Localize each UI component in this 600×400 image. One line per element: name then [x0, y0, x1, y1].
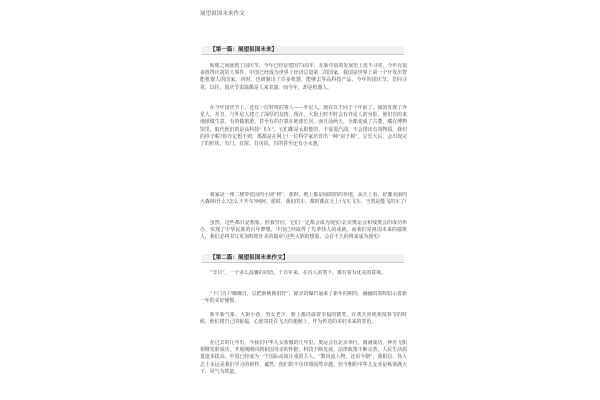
- section-1-paragraph-4: 虽然，这些都只是想象，但我坚信，它们一定都会成为现实!北京奥运会和残奥会的成功举办，实现了中华民族的百年梦想，中国已经取得了先辈伟人的成就，而我们是祖国未来的接班人，我们必将书写更加辉煌壮美的篇章!这些大胆的想象，会在不久的将来成为现实!: [200, 220, 407, 241]
- section-1-paragraph-2: 在今年国庆节上，还有一位特殊的客人——外星人，现在以不同于十年前了，我国发现了外星人，并且，与外星人建立了深厚的友情，现在，大街上时不时会有外星人的身影，他们有的来地球做生意，有的做旅游，甚至有的打算在地球长居，而且前两天，全都变成了古董，藏在博物馆里，取代他们的是高科技“飞车”，它们都是太阳能的，不需要汽油，不会排出有毒物质，我们的停子呢?你肯定想不到，那都是在网上!一位科学家培育出一种“房子树”，它长大后，会出现完了的形状，有门、有窗、有房顶，有的甚至还有小水池。: [200, 105, 407, 148]
- section-1-heading: 【第一篇：展望祖国未来】: [202, 46, 404, 55]
- section-2-heading: 【第二篇：展望祖国未来作文】: [202, 254, 404, 263]
- section-2-paragraph-4: 在过去的几年里，今我们中华儿女骄傲的几年里，奥运会在北京举行，圆满成功，神舟飞船相继发射成功，开展刚刚回到祖国母亲的怀抱，科技不断发展，法律政策不断完善，人民生活质量逐步提高，中国已经成为一个国际高度注重的主人、“数风流人物，还看今朝”，我相信，伟人志士永远是我们学习的榜样，诚然，他们的丰功伟绩固然卓越，但今朝的中华儿女亦是栋梁满天下，风气为铁量。: [200, 340, 407, 375]
- section-1-paragraph-1: 转眼之间就到了国庆节，今年已经是建国73周年，在新中国的发展史上很不寻常，今年有很多值得庆祝的大事件，中国已经成为世界上经济总量第二的国家，我国是世界上第一个开发出智能机器人的国家。同时，也研制出了许多机器，能够去等高科技产品，今年的国庆节，非同寻常，以往，国庆节表演都是人来表演，而今年，却是机器人。: [200, 63, 407, 91]
- document-title: 展望祖国未来作文: [200, 11, 245, 17]
- section-2-paragraph-2: “千门万户曈曈日，总把新桃换旧符”，除夕的爆竹逼来了新年的期待，融融的春晖暗示着新一年的美好憧憬。: [200, 291, 407, 305]
- section-2-paragraph-1: “节日”，一个多么温馨的词语，千百年来，在诗人的笔下，都有着有优美的意境。: [209, 270, 386, 276]
- section-1-paragraph-3: 我家是一座二楼带花园的小别“树”，那时，地上都是绿荫荫的草地，从天上看，好像美丽的大森林!什么?怎么不开车?呵呵，那时，我们的车，都时都在天上!飞车飞车，当然是能飞的车了!: [200, 192, 407, 206]
- section-2-paragraph-3: 新年新气象，大街小巷，男女老少，脸上都洋溢着幸福的微笑，在欢天喜地欢度春节的时候，他们将自己的祝福，心愿寄托在飞天的翅膀上，作为传送的美好未来的寄语。: [200, 312, 407, 326]
- document-page: [200, 0, 410, 400]
